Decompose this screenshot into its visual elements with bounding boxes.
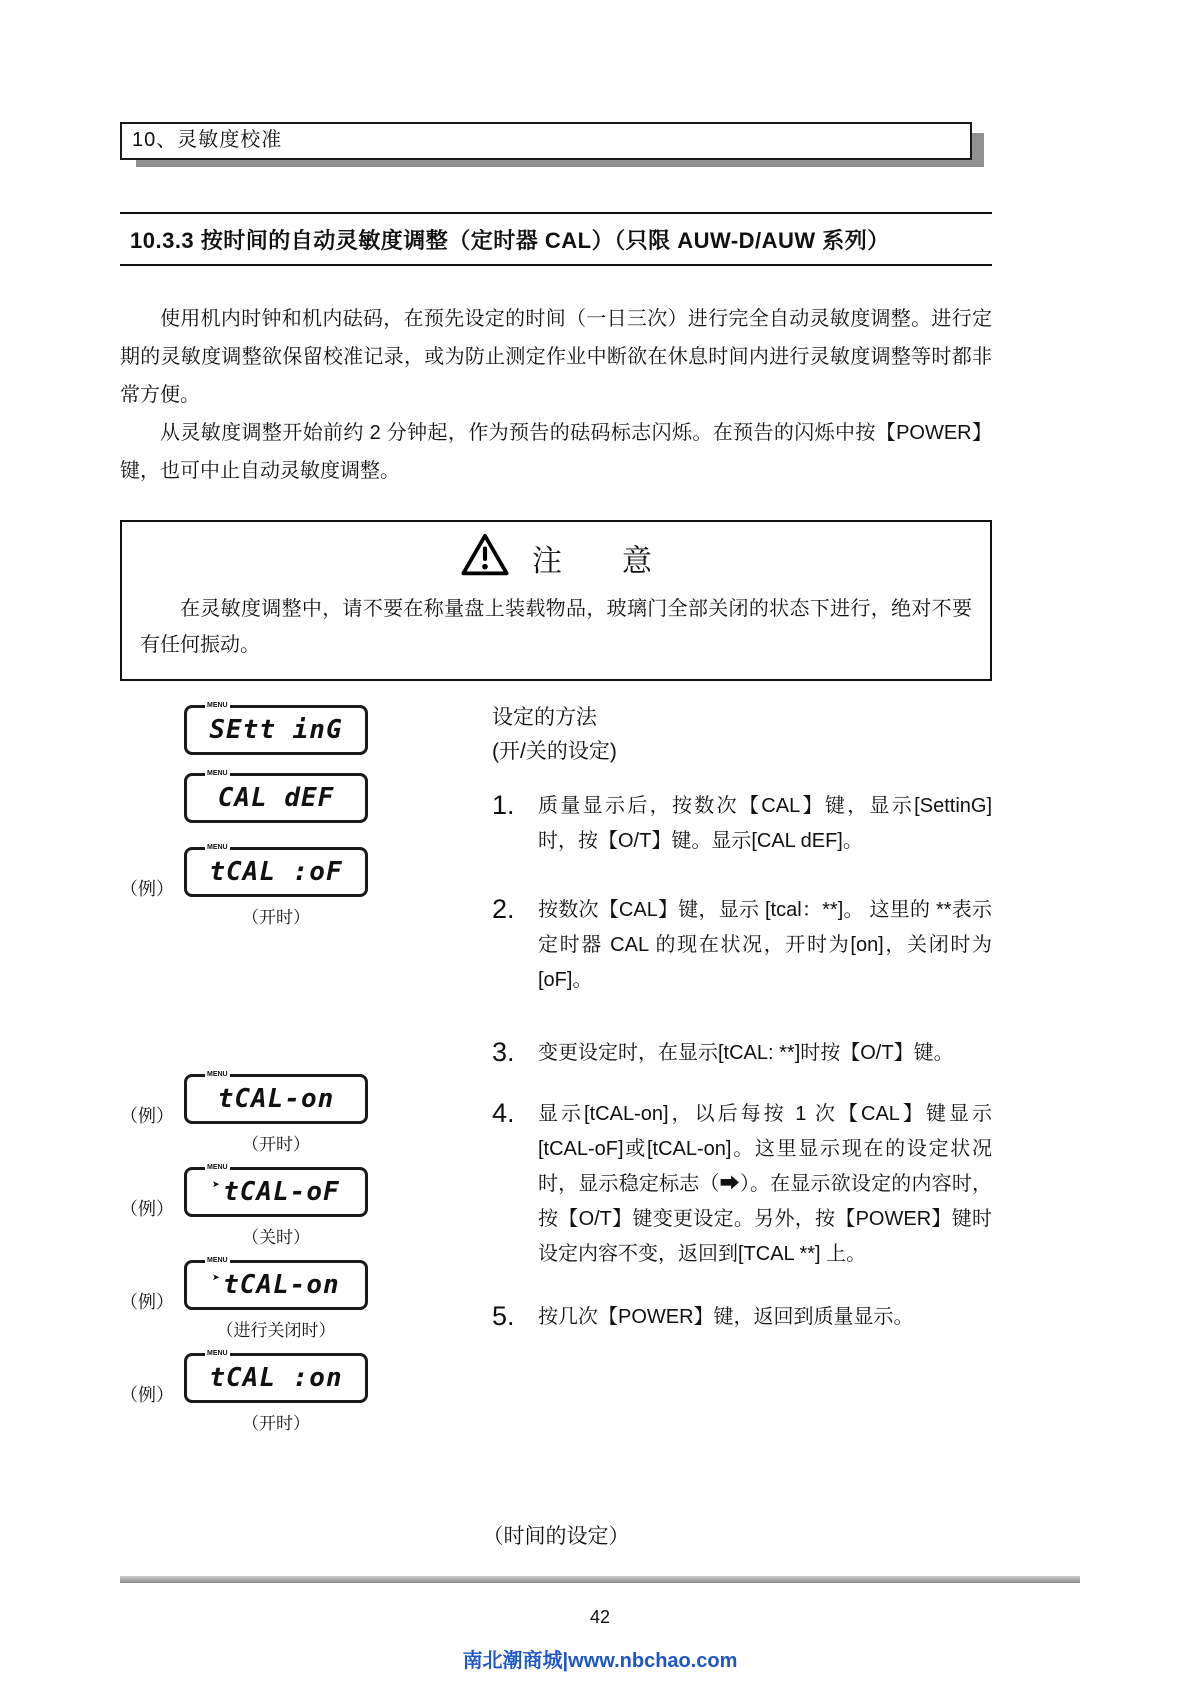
- step-2: [492, 893, 992, 998]
- warning-triangle-icon: [460, 532, 510, 583]
- step-text: 按数次【CAL】键，显示 [tcal：**]。 这里的 **表示定时器 CAL 的现在状况，开时为[on]，关闭时为[oF]。: [538, 899, 992, 991]
- lcd-display: [184, 844, 368, 897]
- lcd-caption: （开时）: [242, 908, 310, 927]
- lcd-row: [120, 1257, 492, 1341]
- caution-box: [120, 520, 992, 681]
- menu-indicator: MENU: [207, 844, 228, 851]
- lcd-display: [184, 702, 368, 755]
- lcd-row: [120, 844, 492, 928]
- stability-arrow-icon: ➤: [212, 1270, 222, 1286]
- method-heading: 设定的方法: [492, 706, 597, 729]
- example-label: （例）: [120, 1105, 174, 1126]
- example-label: （例）: [120, 878, 174, 899]
- lcd-row: [120, 770, 492, 823]
- chapter-header: [120, 122, 972, 160]
- intro-paragraphs: [120, 300, 992, 490]
- lcd-row: [120, 702, 492, 755]
- lcd-row: [120, 1071, 492, 1155]
- step-text: 显示[tCAL-on]，以后每按 1 次【CAL】键显示 [tCAL-oF]或[tCAL-on]。这里显示现在的设定状况时，显示稳定标志（➡）。在显示欲设定的内容时，按【O/T】键变更设定。另外，按【POWER】键时设定内容不变，返回到[TCAL **] 上。: [538, 1103, 992, 1265]
- step-3: [492, 1036, 992, 1071]
- footer-site-link[interactable]: 南北潮商城|www.nbchao.com: [462, 1650, 738, 1672]
- step-text: 变更设定时，在显示[tCAL: **]时按【O/T】键。: [538, 1042, 954, 1064]
- stability-arrow-icon: ➤: [212, 1177, 222, 1193]
- step-number: 3.: [492, 1037, 515, 1067]
- step-1: [492, 789, 992, 859]
- time-setting-label: （时间的设定）: [482, 1525, 630, 1548]
- lcd-display: [184, 1164, 368, 1217]
- intro-paragraph-2: 从灵敏度调整开始前约 2 分钟起，作为预告的砝码标志闪烁。在预告的闪烁中按【POWER】键，也可中止自动灵敏度调整。: [120, 422, 992, 482]
- lcd-caption: （开时）: [242, 1135, 310, 1154]
- lcd-column: [120, 699, 492, 1434]
- menu-indicator: MENU: [207, 1350, 228, 1357]
- menu-indicator: MENU: [207, 1071, 228, 1078]
- example-label: （例）: [120, 1198, 174, 1219]
- menu-indicator: MENU: [207, 702, 228, 709]
- menu-indicator: MENU: [207, 1257, 228, 1264]
- caution-text: 在灵敏度调整中，请不要在称量盘上装载物品，玻璃门全部关闭的状态下进行，绝对不要有任何振动。: [140, 598, 972, 656]
- lcd-text: CAL dEF: [217, 783, 335, 813]
- caution-title: 注 意: [532, 544, 652, 578]
- intro-paragraph-1: 使用机内时钟和机内砝码，在预先设定的时间（一日三次）进行完全自动灵敏度调整。进行定期的灵敏度调整欲保留校准记录，或为防止测定作业中断欲在休息时间内进行灵敏度调整等时都非常方便。: [120, 308, 992, 406]
- footer-divider: [120, 1576, 1080, 1583]
- step-number: 2.: [492, 894, 515, 924]
- example-label: （例）: [120, 1291, 174, 1312]
- step-text: 按几次【POWER】键，返回到质量显示。: [538, 1306, 914, 1328]
- menu-indicator: MENU: [207, 1164, 228, 1171]
- step-number: 4.: [492, 1098, 515, 1128]
- lcd-text: tCAL-on: [217, 1084, 335, 1114]
- lcd-row: [120, 1350, 492, 1434]
- lcd-caption: （开时）: [242, 1414, 310, 1433]
- step-number: 5.: [492, 1301, 515, 1331]
- lcd-text: tCAL-on: [223, 1270, 340, 1300]
- chapter-header-label: 10、灵敏度校准: [132, 129, 283, 151]
- page-number: 42: [589, 1607, 611, 1627]
- step-5: [492, 1300, 992, 1335]
- main-columns: [120, 699, 992, 1434]
- lcd-display: [184, 1071, 368, 1124]
- method-subheading: (开/关的设定): [492, 740, 617, 763]
- menu-indicator: MENU: [207, 770, 228, 777]
- lcd-text: tCAL-oF: [223, 1177, 340, 1207]
- instructions-column: [492, 699, 992, 1434]
- lcd-caption: （进行关闭时）: [216, 1321, 336, 1340]
- step-number: 1.: [492, 790, 515, 820]
- step-4: [492, 1097, 992, 1272]
- lcd-display: [184, 1350, 368, 1403]
- example-label: （例）: [120, 1384, 174, 1405]
- lcd-row: [120, 1164, 492, 1248]
- caution-header: [140, 532, 972, 583]
- lcd-caption: （关时）: [242, 1228, 310, 1247]
- lcd-text: tCAL :oF: [209, 857, 343, 887]
- lcd-text: tCAL :on: [209, 1363, 343, 1393]
- lcd-display: [184, 1257, 368, 1310]
- section-title: 10.3.3 按时间的自动灵敏度调整（定时器 CAL）（只限 AUW-D/AUW 系列）: [120, 212, 992, 266]
- step-text: 质量显示后，按数次【CAL】键，显示[SettinG]时，按【O/T】键。显示[CAL dEF]。: [538, 795, 992, 852]
- lcd-text: SEtt inG: [209, 715, 343, 745]
- lcd-display: [184, 770, 368, 823]
